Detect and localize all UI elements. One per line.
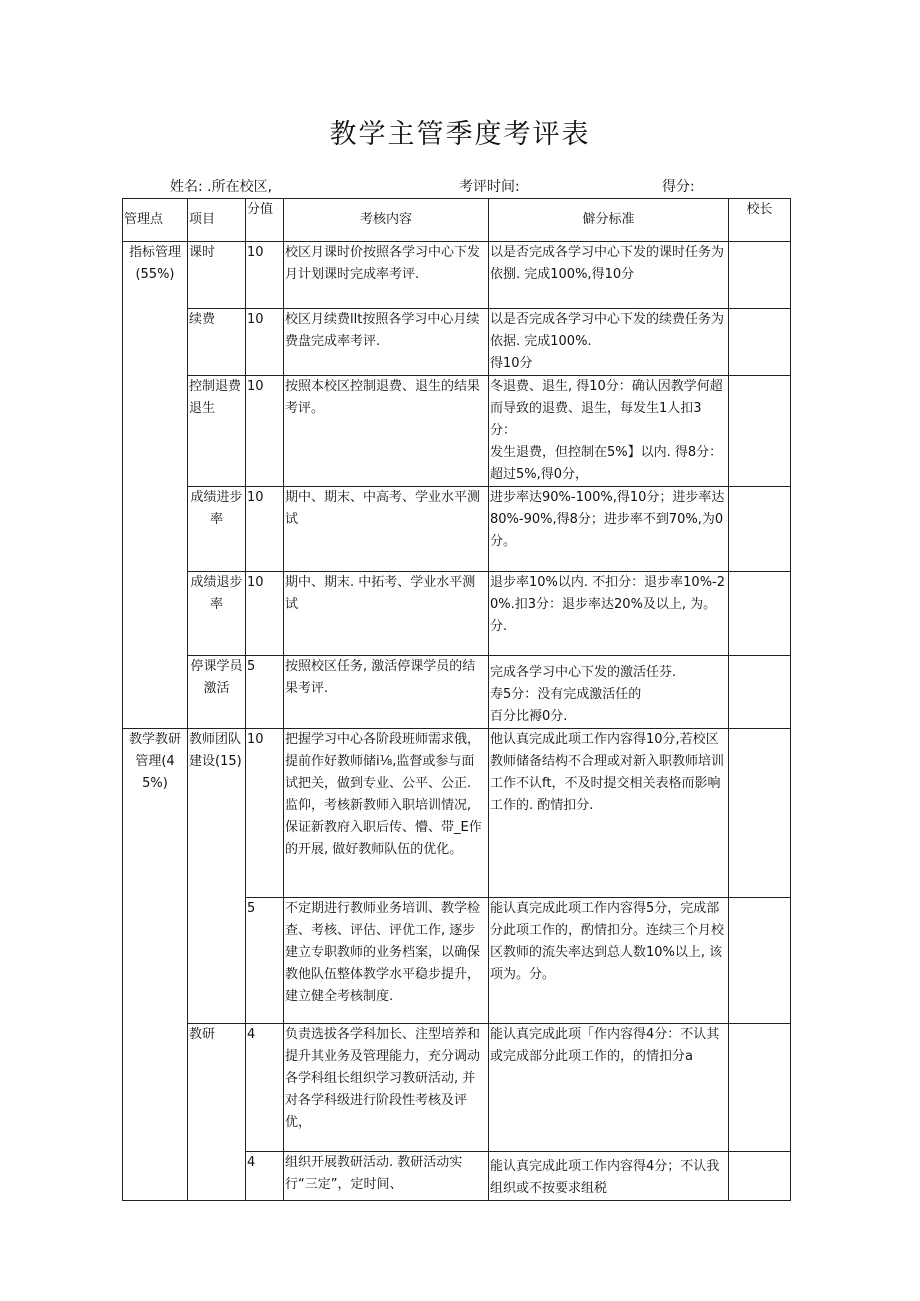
- table-row: [123, 1024, 791, 1152]
- header-score-value: 分值: [246, 199, 284, 242]
- score-cell: 10: [246, 242, 284, 309]
- principal-score-cell: [729, 376, 791, 487]
- table-row: [123, 376, 791, 487]
- content-cell: 校区月课时价按照各学习中心下发月计划课时完成率考评.: [284, 242, 489, 309]
- item-cell: 成绩进步率: [188, 487, 246, 572]
- header-assessment-content: 考核内容: [284, 199, 489, 242]
- standard-cell: 退步率10%以内. 不扣分：退步率10%-20%.扣3分：退步率达20%及以上, 为。分.: [489, 572, 729, 656]
- content-cell: 按照校区任务, 激活停课学员的结果考评.: [284, 656, 489, 729]
- page-title: 教学主管季度考评表: [329, 119, 591, 150]
- content-cell: 按照本校区控制退费、退生的结果考评。: [284, 376, 489, 487]
- principal-score-cell: [729, 1024, 791, 1152]
- header-management-point: 管理点: [123, 199, 188, 242]
- category-teaching-research-management: 教学教研管理(45%): [123, 729, 188, 1201]
- item-cell: 续费: [188, 309, 246, 376]
- name-campus-label: 姓名: .所在校区,: [170, 179, 273, 195]
- score-cell: 10: [246, 487, 284, 572]
- standard-cell: 完成各学习中心下发的激活任芬. 寿5分：没有完成激活任的 百分比褥0分.: [489, 656, 729, 729]
- table-row: [123, 487, 791, 572]
- header-row: [123, 199, 791, 242]
- content-cell: 校区月续费llt按照各学习中心月续费盘完成率考评.: [284, 309, 489, 376]
- score-cell: 10: [246, 572, 284, 656]
- score-label: 得分:: [662, 179, 695, 195]
- standard-cell: 以是否完成各学习中心下发的续费任务为依据. 完成100%. 得10分: [489, 309, 729, 376]
- category-indicator-management: 指标管理(55%): [123, 242, 188, 729]
- table-row: [123, 572, 791, 656]
- evaluation-table: [122, 198, 791, 1201]
- item-cell: 停课学员激活: [188, 656, 246, 729]
- content-cell: 组织开展教研活动. 教研活动实行“三定”，定时间、: [284, 1152, 489, 1201]
- item-cell: 课时: [188, 242, 246, 309]
- item-cell: 成绩退步率: [188, 572, 246, 656]
- content-cell: 期中、期末、中高考、学业水平测试: [284, 487, 489, 572]
- header-principal: 校长: [729, 199, 791, 242]
- standard-cell: 以是否完成各学习中心下发的课时任务为依捌. 完成100%,得10分: [489, 242, 729, 309]
- table-row: [123, 309, 791, 376]
- principal-score-cell: [729, 487, 791, 572]
- item-cell: 控制退费退生: [188, 376, 246, 487]
- principal-score-cell: [729, 656, 791, 729]
- score-cell: 5: [246, 656, 284, 729]
- score-cell: 10: [246, 376, 284, 487]
- standard-cell: 能认真完成此项工作内容得4分；不认我组织或不按要求组税: [489, 1152, 729, 1201]
- score-cell: 4: [246, 1152, 284, 1201]
- table-row: [123, 729, 791, 898]
- header-scoring-standard: 僻分标准: [489, 199, 729, 242]
- table-row: [123, 656, 791, 729]
- table-row: [123, 242, 791, 309]
- principal-score-cell: [729, 242, 791, 309]
- item-cell: 教师团队建设(15): [188, 729, 246, 1024]
- score-cell: 5: [246, 898, 284, 1024]
- content-cell: 把握学习中心各阶段班师需求俄，提前作好教师储i⅛,监督或参与面试把关，做到专业、公平、公正. 监仰，考核新教师入职培训情况, 保证新教府入职后传、懵、带_E作的开展, 做好教师队伍的优化。: [284, 729, 489, 898]
- principal-score-cell: [729, 898, 791, 1024]
- standard-cell: 冬退费、退生, 得10分：确认因教学何超而导致的退费、退生，每发生1人扣3分： 发生退费，但控制在5%】以内. 得8分：超过5%,得0分，: [489, 376, 729, 487]
- content-cell: 期中、期末. 中拓考、学业水平测试: [284, 572, 489, 656]
- principal-score-cell: [729, 572, 791, 656]
- standard-cell: 能认真完成此项「作内容得4分：不认其或完成部分此项工作的，的情扣分a: [489, 1024, 729, 1152]
- score-cell: 10: [246, 729, 284, 898]
- standard-cell: 他认真完成此项工作内容得10分,若校区教师储备结构不合理或对新入职教师培训工作不认ft，不及时提交相关表格而影响工作的. 酌情扣分.: [489, 729, 729, 898]
- evaluation-time-label: 考评时间:: [459, 179, 520, 195]
- score-cell: 4: [246, 1024, 284, 1152]
- principal-score-cell: [729, 309, 791, 376]
- content-cell: 不定期进行教师业务培训、教学检查、考核、评估、评优工作, 逐步建立专职教师的业务档案，以确保教他队伍整体教学水平稳步提升，建立健全考核制度.: [284, 898, 489, 1024]
- content-cell: 负责选拔各学科加长、注型培养和提升其业务及管理能力，充分调动各学科组长组织学习教研活动, 并对各学科级进行阶段性考核及评优，: [284, 1024, 489, 1152]
- standard-cell: 进步率达90%-100%,得10分；进步率达80%-90%,得8分；进步率不到70%,为0分。: [489, 487, 729, 572]
- item-cell: 教研: [188, 1024, 246, 1201]
- header-item: 项目: [188, 199, 246, 242]
- principal-score-cell: [729, 1152, 791, 1201]
- principal-score-cell: [729, 729, 791, 898]
- score-cell: 10: [246, 309, 284, 376]
- standard-cell: 能认真完成此项工作内容得5分，完成部分此项工作的，酌情扣分。连续三个月校区教师的流失率达到总人数10%以上, 该项为。分。: [489, 898, 729, 1024]
